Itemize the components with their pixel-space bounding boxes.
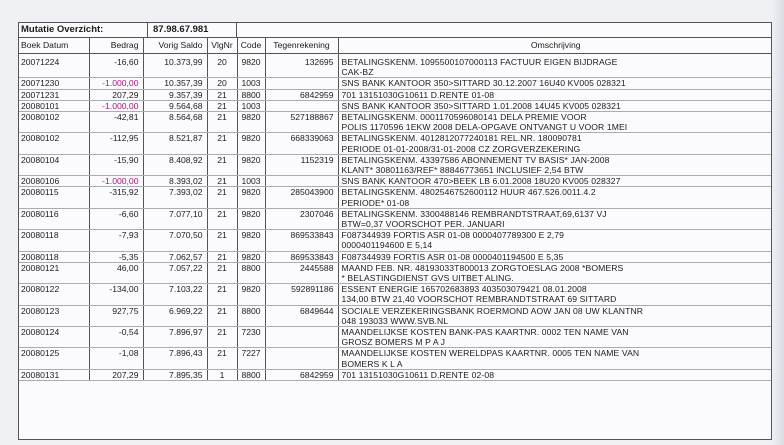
cell-code-text: 9820 — [241, 284, 261, 295]
cell-vorig-saldo-text: 9.357,39 — [169, 89, 203, 100]
omschrijving-line: GROSZ BOMERS M P A J — [341, 337, 446, 348]
cell-boek-datum-text: 20080131 — [21, 369, 60, 380]
cell-bedrag-text: -1,08 — [118, 348, 139, 359]
cell-tegenrekening — [265, 154, 338, 175]
cell-bedrag — [89, 251, 143, 262]
cell-code-text: 9820 — [241, 57, 261, 67]
cell-vlgnr-text: 21 — [217, 154, 227, 165]
cell-omschrijving — [338, 112, 772, 133]
cell-code — [237, 133, 265, 154]
cell-vorig-saldo-text: 10.357,39 — [164, 78, 203, 89]
cell-bedrag — [89, 57, 143, 78]
cell-bedrag — [89, 89, 143, 100]
cell-omschrijving — [338, 369, 772, 380]
omschrijving-line: ESSENT ENERGIE 165702683893 403503079421 08.01.2008 — [341, 284, 587, 295]
cell-omschrijving — [338, 89, 772, 100]
cell-tegenrekening — [265, 89, 338, 100]
table-row — [19, 187, 772, 208]
omschrijving-line: F087344939 FORTIS ASR 01-08 0000407789300 E 2,79 — [341, 230, 565, 241]
cell-code-text: 7227 — [241, 348, 261, 359]
cell-boek-datum — [19, 112, 89, 133]
cell-bedrag-text: -1.000,00 — [102, 100, 139, 111]
cell-bedrag — [89, 208, 143, 229]
cell-code-text: 1003 — [241, 176, 261, 187]
cell-boek-datum-text: 20080115 — [21, 187, 59, 198]
cell-bedrag-text: -7,93 — [118, 230, 139, 241]
cell-vorig-saldo — [143, 369, 207, 380]
cell-tegenrekening-text: 2445588 — [300, 262, 334, 273]
cell-vlgnr — [207, 78, 237, 89]
cell-vlgnr-text: 21 — [217, 262, 227, 273]
table-row — [19, 327, 772, 348]
cell-tegenrekening — [265, 78, 338, 89]
omschrijving-line: BETALINGSKENM. 3300488146 REMBRANDTSTRAAT,69,6137 VJ — [341, 208, 607, 219]
statement-header — [19, 23, 771, 38]
cell-bedrag — [89, 284, 143, 305]
cell-tegenrekening-text: 6842959 — [300, 369, 334, 380]
cell-boek-datum — [19, 327, 89, 348]
omschrijving-line: 048 193033 WWW.SVB.NL — [341, 315, 449, 326]
cell-vorig-saldo — [143, 57, 207, 78]
omschrijving-line: 701 13151030G10611 D.RENTE 02-08 — [341, 369, 495, 380]
table-row — [19, 251, 772, 262]
cell-code — [237, 57, 265, 78]
cell-tegenrekening — [265, 57, 338, 78]
cell-tegenrekening-text: 668339063 — [290, 133, 334, 144]
cell-omschrijving — [338, 176, 772, 187]
col-boek-datum: Boek Datum — [19, 37, 89, 54]
cell-tegenrekening — [265, 262, 338, 283]
cell-omschrijving — [338, 133, 772, 154]
cell-vlgnr-text: 1 — [219, 369, 225, 380]
cell-vorig-saldo-text: 7.103,22 — [169, 284, 203, 295]
cell-vorig-saldo-text: 7.896,43 — [169, 348, 203, 359]
cell-code-text: 9820 — [241, 230, 261, 241]
cell-vorig-saldo-text: 10.373,99 — [164, 57, 203, 67]
table-row — [19, 78, 772, 89]
cell-tegenrekening — [265, 251, 338, 262]
table-row — [19, 369, 772, 380]
cell-boek-datum — [19, 348, 89, 369]
statement-sheet — [18, 22, 772, 440]
cell-vlgnr-text: 21 — [217, 251, 227, 262]
cell-code-text: 9820 — [241, 187, 261, 198]
cell-vlgnr — [207, 262, 237, 283]
cell-boek-datum-text: 20080121 — [21, 262, 60, 273]
cell-boek-datum-text: 20080123 — [21, 305, 60, 316]
cell-code-text: 9820 — [241, 251, 261, 262]
cell-vlgnr — [207, 348, 237, 369]
cell-tegenrekening — [265, 284, 338, 305]
cell-bedrag-text: -112,95 — [109, 133, 139, 144]
omschrijving-line: 701 13151030G10611 D.RENTE 01-08 — [341, 89, 495, 100]
table-row — [19, 57, 772, 78]
cell-vlgnr-text: 21 — [217, 112, 227, 123]
cell-vorig-saldo-text: 8.408,92 — [169, 154, 203, 165]
cell-bedrag-text: -0,54 — [118, 327, 139, 338]
cell-vlgnr-text: 21 — [217, 133, 227, 144]
cell-vorig-saldo — [143, 348, 207, 369]
cell-boek-datum-text: 20080104 — [21, 154, 60, 165]
cell-vlgnr — [207, 112, 237, 133]
table-row — [19, 100, 772, 111]
cell-boek-datum — [19, 284, 89, 305]
cell-code — [237, 187, 265, 208]
cell-bedrag-text: -6,60 — [118, 208, 139, 219]
cell-vorig-saldo — [143, 89, 207, 100]
cell-boek-datum-text: 20071224 — [21, 57, 60, 67]
cell-code — [237, 154, 265, 175]
cell-bedrag-text: -15,90 — [114, 154, 139, 165]
omschrijving-line: * BELASTINGDIENST GVS UITBET ALING. — [341, 273, 514, 284]
cell-boek-datum — [19, 57, 89, 78]
cell-vlgnr — [207, 327, 237, 348]
cell-vlgnr-text: 21 — [217, 305, 227, 316]
cell-vlgnr-text: 21 — [217, 100, 227, 111]
omschrijving-line: F087344939 FORTIS ASR 01-08 0000401194500 E 5,35 — [341, 251, 564, 262]
cell-vorig-saldo — [143, 327, 207, 348]
cell-code — [237, 305, 265, 326]
omschrijving-line: KLANT* 30801163/REF* 88846773651 INCLUSIEF 2,54 BTW — [341, 165, 584, 176]
cell-code-text: 7230 — [241, 327, 261, 338]
cell-bedrag — [89, 187, 143, 208]
cell-code-text: 9820 — [241, 154, 261, 165]
table-row — [19, 262, 772, 283]
cell-code — [237, 230, 265, 251]
omschrijving-line: MAANDELIJKSE KOSTEN WERELDPAS KAARTNR. 0005 TEN NAME VAN — [341, 348, 640, 359]
omschrijving-line: MAANDELIJKSE KOSTEN BANK-PAS KAARTNR. 0002 TEN NAME VAN — [341, 327, 629, 338]
cell-vorig-saldo — [143, 176, 207, 187]
cell-boek-datum-text: 20080124 — [21, 327, 60, 338]
cell-vorig-saldo — [143, 154, 207, 175]
cell-vorig-saldo-text: 8.393,02 — [169, 176, 203, 187]
table-row — [19, 348, 772, 369]
cell-vorig-saldo — [143, 133, 207, 154]
cell-vlgnr-text: 21 — [217, 89, 227, 100]
cell-vlgnr — [207, 187, 237, 208]
cell-code — [237, 100, 265, 111]
table-row — [19, 133, 772, 154]
cell-vorig-saldo-text: 9.564,68 — [169, 100, 203, 111]
cell-bedrag — [89, 154, 143, 175]
cell-boek-datum — [19, 154, 89, 175]
cell-code — [237, 284, 265, 305]
cell-bedrag-text: -5,35 — [118, 251, 139, 262]
omschrijving-line: PERIODE* 01-08 — [341, 197, 410, 208]
cell-vorig-saldo — [143, 208, 207, 229]
cell-vlgnr — [207, 251, 237, 262]
omschrijving-line: BETALINGSKENM. 4802546752600112 HUUR 467.526.0011.4.2 — [341, 187, 596, 198]
cell-boek-datum-text: 20071230 — [21, 78, 60, 89]
cell-vlgnr-text: 21 — [217, 230, 227, 241]
cell-tegenrekening-text: 132695 — [304, 57, 334, 67]
cell-omschrijving — [338, 100, 772, 111]
cell-code — [237, 208, 265, 229]
omschrijving-line: PERIODE 01-01-2008/31-01-2008 CZ ZORGVERZEKERING — [341, 143, 581, 154]
cell-omschrijving — [338, 251, 772, 262]
cell-bedrag-text: -134,00 — [109, 284, 139, 295]
cell-bedrag-text: -1.000,00 — [102, 78, 139, 89]
cell-boek-datum-text: 20080101 — [21, 100, 60, 111]
cell-boek-datum-text: 20080102 — [21, 112, 60, 123]
table-row — [19, 305, 772, 326]
cell-boek-datum — [19, 230, 89, 251]
cell-boek-datum — [19, 305, 89, 326]
cell-vlgnr — [207, 230, 237, 251]
table-row — [19, 176, 772, 187]
cell-tegenrekening-text: 869533843 — [290, 230, 334, 241]
cell-boek-datum-text: 20080116 — [21, 208, 59, 219]
cell-vorig-saldo — [143, 284, 207, 305]
cell-boek-datum — [19, 100, 89, 111]
cell-bedrag — [89, 327, 143, 348]
cell-boek-datum-text: 20080106 — [21, 176, 60, 187]
cell-vorig-saldo — [143, 100, 207, 111]
cell-tegenrekening-text: 6849644 — [300, 305, 334, 316]
table-row — [19, 230, 772, 251]
column-header-row — [19, 37, 772, 54]
cell-bedrag-text: 927,75 — [112, 305, 139, 316]
cell-code-text: 8800 — [241, 305, 261, 316]
col-tegenrekening: Tegenrekening — [265, 37, 338, 54]
cell-boek-datum-text: 20080122 — [21, 284, 60, 295]
cell-boek-datum — [19, 133, 89, 154]
omschrijving-line: CAK-BZ — [341, 67, 374, 78]
cell-code-text: 9820 — [241, 208, 261, 219]
table-row — [19, 89, 772, 100]
transactions-table — [19, 37, 772, 381]
cell-bedrag-text: 207,29 — [112, 89, 139, 100]
cell-tegenrekening-text: 1152319 — [300, 154, 334, 165]
cell-code-text: 8800 — [241, 262, 261, 273]
cell-code-text: 9820 — [241, 112, 261, 123]
cell-vlgnr — [207, 305, 237, 326]
cell-bedrag — [89, 100, 143, 111]
col-code: Code — [237, 37, 265, 54]
cell-bedrag — [89, 176, 143, 187]
cell-boek-datum — [19, 251, 89, 262]
cell-vlgnr-text: 21 — [217, 284, 227, 295]
cell-bedrag — [89, 305, 143, 326]
cell-bedrag — [89, 230, 143, 251]
col-vlgnr: VlgNr — [207, 37, 237, 54]
paper-edge — [772, 0, 784, 445]
cell-boek-datum-text: 20071231 — [21, 89, 60, 100]
cell-vlgnr — [207, 133, 237, 154]
cell-tegenrekening-text: 527188867 — [290, 112, 334, 123]
omschrijving-line: BETALINGSKENM. 1095500107000113 FACTUUR EIGEN BIJDRAGE — [341, 57, 618, 67]
table-row — [19, 154, 772, 175]
cell-vorig-saldo-text: 7.896,97 — [169, 327, 203, 338]
cell-code-text: 9820 — [241, 133, 261, 144]
cell-vorig-saldo-text: 7.057,22 — [169, 262, 203, 273]
cell-code — [237, 262, 265, 283]
omschrijving-line: MAAND FEB. NR. 48193033T800013 ZORGTOESLAG 2008 *BOMERS — [341, 262, 624, 273]
cell-vlgnr — [207, 176, 237, 187]
cell-omschrijving — [338, 327, 772, 348]
col-omschrijving: Omschrijving — [338, 37, 772, 54]
account-number: 87.98.67.981 — [147, 23, 237, 37]
cell-code — [237, 89, 265, 100]
cell-vorig-saldo-text: 8.564,68 — [169, 112, 203, 123]
cell-boek-datum-text: 20080125 — [21, 348, 60, 359]
omschrijving-line: SNS BANK KANTOOR 350>SITTARD 1.01.2008 14U45 KV005 028321 — [341, 100, 621, 111]
cell-bedrag — [89, 369, 143, 380]
cell-tegenrekening — [265, 100, 338, 111]
cell-bedrag — [89, 112, 143, 133]
cell-vlgnr — [207, 57, 237, 78]
cell-tegenrekening-text: 2307046 — [300, 208, 334, 219]
cell-vorig-saldo-text: 7.895,35 — [169, 369, 203, 380]
cell-tegenrekening — [265, 208, 338, 229]
cell-vlgnr-text: 20 — [217, 57, 227, 67]
statement-title: Mutatie Overzicht: — [21, 24, 104, 35]
cell-code-text: 8800 — [241, 369, 261, 380]
omschrijving-line: BETALINGSKENM. 0001170596080141 DELA PREMIE VOOR — [341, 112, 587, 123]
cell-tegenrekening-text: 285043900 — [290, 187, 334, 198]
cell-vlgnr — [207, 89, 237, 100]
cell-omschrijving — [338, 230, 772, 251]
cell-omschrijving — [338, 305, 772, 326]
cell-tegenrekening — [265, 230, 338, 251]
cell-bedrag-text: -1.000,00 — [102, 176, 139, 187]
cell-omschrijving — [338, 154, 772, 175]
cell-boek-datum-text: 20080118 — [21, 251, 59, 262]
cell-bedrag-text: 46,00 — [116, 262, 139, 273]
cell-vorig-saldo — [143, 187, 207, 208]
omschrijving-line: SNS BANK KANTOOR 350>SITTARD 30.12.2007 16U40 KV005 028321 — [341, 78, 626, 89]
cell-vlgnr-text: 21 — [217, 187, 227, 198]
cell-code — [237, 327, 265, 348]
cell-boek-datum — [19, 176, 89, 187]
transactions-body — [19, 54, 772, 381]
cell-vlgnr-text: 21 — [217, 176, 227, 187]
cell-tegenrekening — [265, 187, 338, 208]
cell-tegenrekening — [265, 348, 338, 369]
cell-vorig-saldo-text: 8.521,87 — [169, 133, 203, 144]
cell-boek-datum-text: 20080118 — [21, 230, 59, 241]
cell-tegenrekening — [265, 176, 338, 187]
col-bedrag: Bedrag — [89, 37, 143, 54]
col-vorig-saldo: Vorig Saldo — [143, 37, 207, 54]
omschrijving-line: BETALINGSKENM. 43397586 ABONNEMENT TV BASIS* JAN-2008 — [341, 154, 610, 165]
cell-vlgnr-text: 21 — [217, 348, 227, 359]
cell-tegenrekening-text: 6842959 — [300, 89, 334, 100]
omschrijving-line: 134,00 BTW 21,40 VOORSCHOT REMBRANDTSTRAAT 69 SITTARD — [341, 294, 617, 305]
cell-omschrijving — [338, 187, 772, 208]
cell-vorig-saldo — [143, 78, 207, 89]
cell-vlgnr-text: 21 — [217, 208, 227, 219]
cell-vlgnr-text: 21 — [217, 327, 227, 338]
cell-tegenrekening — [265, 327, 338, 348]
omschrijving-line: BOMERS K L A — [341, 358, 403, 369]
cell-tegenrekening — [265, 112, 338, 133]
cell-vlgnr — [207, 369, 237, 380]
cell-tegenrekening-text: 592891186 — [291, 284, 334, 295]
cell-boek-datum — [19, 89, 89, 100]
table-row — [19, 284, 772, 305]
cell-omschrijving — [338, 57, 772, 78]
cell-vorig-saldo-text: 7.393,02 — [169, 187, 203, 198]
omschrijving-line: 0000401194600 E 5,14 — [341, 240, 433, 251]
cell-vorig-saldo-text: 7.070,50 — [169, 230, 203, 241]
cell-vorig-saldo — [143, 251, 207, 262]
cell-bedrag-text: -16,60 — [114, 57, 139, 67]
cell-vorig-saldo-text: 7.062,57 — [169, 251, 203, 262]
cell-code-text: 1003 — [241, 100, 261, 111]
cell-tegenrekening — [265, 369, 338, 380]
cell-vorig-saldo — [143, 112, 207, 133]
cell-bedrag — [89, 133, 143, 154]
cell-code — [237, 78, 265, 89]
cell-bedrag — [89, 262, 143, 283]
cell-vlgnr — [207, 284, 237, 305]
cell-vorig-saldo-text: 6.969,22 — [169, 305, 203, 316]
cell-boek-datum — [19, 78, 89, 89]
table-row — [19, 208, 772, 229]
cell-omschrijving — [338, 284, 772, 305]
cell-code — [237, 112, 265, 133]
cell-vorig-saldo — [143, 230, 207, 251]
cell-vlgnr — [207, 208, 237, 229]
cell-vorig-saldo-text: 7.077,10 — [169, 208, 203, 219]
cell-tegenrekening — [265, 305, 338, 326]
cell-vorig-saldo — [143, 305, 207, 326]
cell-tegenrekening — [265, 133, 338, 154]
cell-vlgnr-text: 20 — [217, 78, 227, 89]
cell-vlgnr — [207, 154, 237, 175]
cell-boek-datum — [19, 262, 89, 283]
cell-bedrag — [89, 348, 143, 369]
omschrijving-line: BETALINGSKENM. 4012812077240181 REL.NR. 180090781 — [341, 133, 582, 144]
cell-code — [237, 251, 265, 262]
cell-vlgnr — [207, 100, 237, 111]
cell-vorig-saldo — [143, 262, 207, 283]
cell-code-text: 1003 — [241, 78, 261, 89]
cell-bedrag-text: -315,92 — [109, 187, 139, 198]
cell-omschrijving — [338, 208, 772, 229]
omschrijving-line: BTW=0,37 VOORSCHOT PER. JANUARI — [341, 219, 505, 230]
cell-omschrijving — [338, 262, 772, 283]
cell-boek-datum — [19, 208, 89, 229]
omschrijving-line: SNS BANK KANTOOR 470>BEEK LB 6.01.2008 18U20 KV005 028327 — [341, 176, 621, 187]
cell-omschrijving — [338, 348, 772, 369]
cell-code — [237, 369, 265, 380]
table-row — [19, 112, 772, 133]
cell-boek-datum — [19, 369, 89, 380]
cell-bedrag-text: 207,29 — [112, 369, 139, 380]
omschrijving-line: POLIS 1170596 1EKW 2008 DELA-OPGAVE ONTVANGT U VOOR 1MEI — [341, 122, 628, 133]
cell-tegenrekening-text: 869533843 — [290, 251, 334, 262]
cell-boek-datum-text: 20080102 — [21, 133, 60, 144]
cell-code-text: 8800 — [241, 89, 261, 100]
omschrijving-line: SOCIALE VERZEKERINGSBANK ROERMOND AOW JAN 08 UW KLANTNR — [341, 305, 644, 316]
cell-code — [237, 176, 265, 187]
cell-boek-datum — [19, 187, 89, 208]
cell-code — [237, 348, 265, 369]
cell-bedrag — [89, 78, 143, 89]
cell-omschrijving — [338, 78, 772, 89]
cell-bedrag-text: -42,81 — [114, 112, 139, 123]
